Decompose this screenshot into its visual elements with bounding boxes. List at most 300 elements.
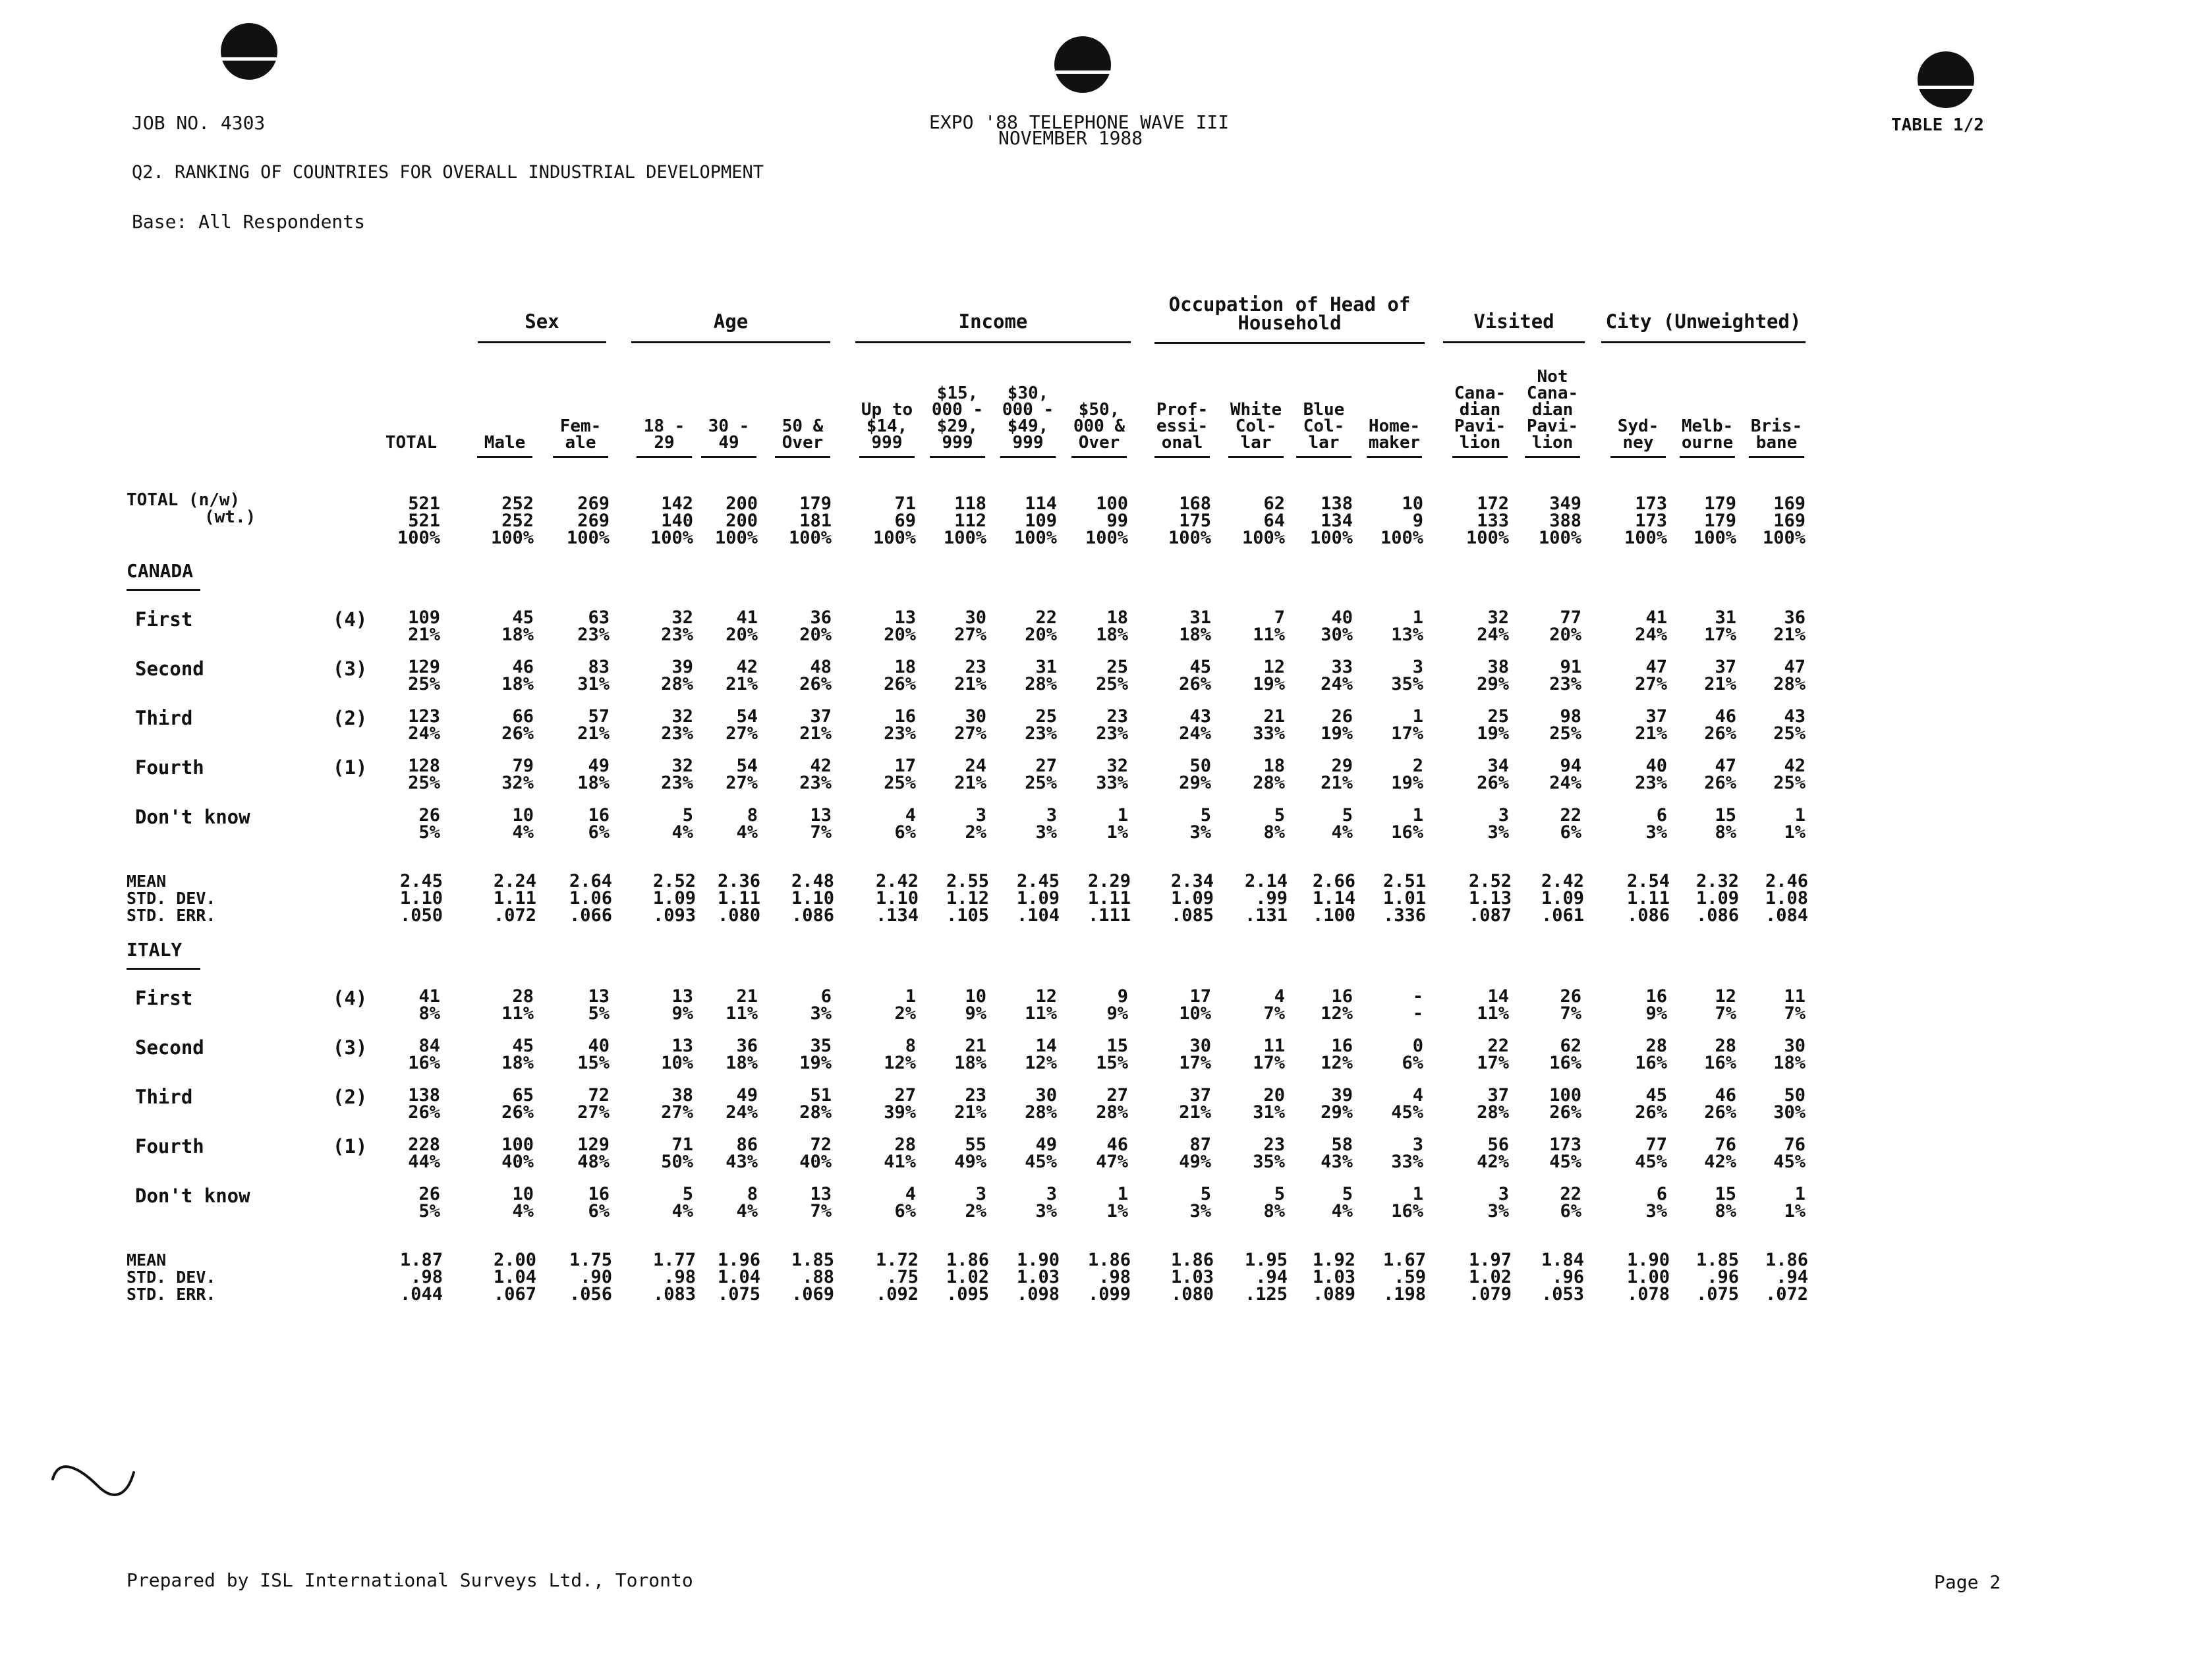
stats-labels: MEAN STD. DEV. STD. ERR. — [127, 872, 216, 925]
data-cell: 72 40% — [799, 1134, 832, 1172]
data-cell: 17 10% — [1179, 986, 1211, 1024]
data-cell: 40 15% — [577, 1036, 610, 1073]
data-cell: 13 7% — [810, 1184, 832, 1221]
stat-cell: 1.77 .98 .083 — [652, 1250, 696, 1304]
data-cell: 3 3% — [1035, 805, 1057, 843]
punch-hole-right — [1918, 51, 1974, 108]
data-cell: 15 8% — [1715, 1184, 1736, 1221]
data-cell: 3 2% — [965, 805, 986, 843]
data-cell: 31 18% — [1179, 607, 1211, 645]
total-cell: 100 99 100% — [1085, 493, 1128, 548]
data-cell: 32 24% — [1477, 607, 1509, 645]
data-cell: 22 20% — [1025, 607, 1057, 645]
data-cell: 42 21% — [726, 657, 758, 694]
data-cell: 49 45% — [1025, 1134, 1057, 1172]
stat-cell: 2.14 .99 .131 — [1244, 871, 1288, 926]
stat-cell: 1.86 1.02 .095 — [946, 1250, 989, 1304]
data-cell: 1 16% — [1391, 805, 1423, 843]
data-cell: 36 20% — [799, 607, 832, 645]
data-cell: 77 20% — [1549, 607, 1581, 645]
data-cell: 6 3% — [1645, 805, 1667, 843]
stat-cell: 1.85 .88 .069 — [791, 1250, 834, 1304]
data-cell: 15 15% — [1096, 1036, 1128, 1073]
data-cell: 45 18% — [501, 607, 534, 645]
data-cell: 25 19% — [1477, 706, 1509, 744]
data-cell: 43 25% — [1773, 706, 1806, 744]
data-cell: 13 20% — [884, 607, 916, 645]
data-cell: 58 43% — [1321, 1134, 1353, 1172]
stat-cell: 1.67 .59 .198 — [1382, 1250, 1426, 1304]
stat-cell: 2.46 1.08 .084 — [1765, 871, 1808, 926]
data-cell: 30 27% — [954, 706, 986, 744]
data-cell: 46 47% — [1096, 1134, 1128, 1172]
table-number: TABLE 1/2 — [1891, 115, 1984, 135]
group-visited: Visited — [1443, 312, 1585, 334]
data-cell: 76 42% — [1704, 1134, 1736, 1172]
data-cell: 1 1% — [1784, 805, 1806, 843]
data-cell: 30 27% — [954, 607, 986, 645]
data-cell: 45 26% — [1635, 1085, 1667, 1123]
group-income: Income — [855, 312, 1131, 334]
total-cell: 142 140 100% — [650, 493, 693, 548]
data-cell: 4 7% — [1263, 986, 1285, 1024]
data-cell: 15 8% — [1715, 805, 1736, 843]
row-label: Fourth — [135, 756, 204, 779]
data-cell: 17 25% — [884, 756, 916, 793]
stat-cell: 2.52 1.13 .087 — [1468, 871, 1512, 926]
data-cell: 1 2% — [894, 986, 916, 1024]
data-cell: 13 9% — [671, 986, 693, 1024]
prepared-by: Prepared by ISL International Surveys Ltd., Toronto — [127, 1569, 693, 1591]
data-cell: 5 8% — [1263, 1184, 1285, 1221]
stat-cell: 1.87 .98 .044 — [399, 1250, 443, 1304]
data-cell: 18 26% — [884, 657, 916, 694]
row-weight: (3) — [333, 658, 368, 680]
column-header-14: Cana- dian Pavi- lion — [1444, 366, 1516, 451]
row-label: Fourth — [135, 1135, 204, 1158]
data-cell: 62 16% — [1549, 1036, 1581, 1073]
data-cell: 5 3% — [1189, 805, 1211, 843]
column-header-6: Up to $14, 999 — [851, 366, 923, 451]
data-cell: 43 24% — [1179, 706, 1211, 744]
data-cell: 21 18% — [954, 1036, 986, 1073]
data-cell: 37 28% — [1477, 1085, 1509, 1123]
data-cell: 4 6% — [894, 805, 916, 843]
data-cell: 228 44% — [408, 1134, 440, 1172]
data-cell: 36 18% — [726, 1036, 758, 1073]
data-cell: 46 26% — [1704, 706, 1736, 744]
data-cell: 33 24% — [1321, 657, 1353, 694]
data-cell: 31 28% — [1025, 657, 1057, 694]
data-cell: 10 4% — [512, 805, 534, 843]
column-header-2: Fem- ale — [545, 366, 616, 451]
data-cell: 65 26% — [501, 1085, 534, 1123]
total-cell: 179 181 100% — [788, 493, 832, 548]
column-header-8: $30, 000 - $49, 999 — [992, 366, 1064, 451]
stat-cell: 1.90 1.03 .098 — [1016, 1250, 1060, 1304]
stats-labels: MEAN STD. DEV. STD. ERR. — [127, 1250, 216, 1304]
data-cell: 40 23% — [1635, 756, 1667, 793]
data-cell: 98 25% — [1549, 706, 1581, 744]
data-cell: 13 10% — [661, 1036, 693, 1073]
stat-cell: 2.45 1.09 .104 — [1016, 871, 1060, 926]
data-cell: 11 17% — [1253, 1036, 1285, 1073]
stat-cell: 2.64 1.06 .066 — [569, 871, 612, 926]
data-cell: 21 11% — [726, 986, 758, 1024]
data-cell: 23 35% — [1253, 1134, 1285, 1172]
data-cell: 94 24% — [1549, 756, 1581, 793]
data-cell: 18 18% — [1096, 607, 1128, 645]
data-cell: 16 12% — [1321, 986, 1353, 1024]
data-cell: 21 33% — [1253, 706, 1285, 744]
data-cell: 56 42% — [1477, 1134, 1509, 1172]
data-cell: 11 7% — [1784, 986, 1806, 1024]
stat-cell: 1.85 .96 .075 — [1695, 1250, 1739, 1304]
column-header-9: $50, 000 & Over — [1064, 366, 1135, 451]
data-cell: 23 21% — [954, 657, 986, 694]
data-cell: 46 18% — [501, 657, 534, 694]
data-cell: 27 39% — [884, 1085, 916, 1123]
total-cell: 179 179 100% — [1693, 493, 1736, 548]
row-weight: (2) — [333, 707, 368, 729]
data-cell: 5 4% — [671, 805, 693, 843]
data-cell: 37 21% — [1704, 657, 1736, 694]
data-cell: 1 16% — [1391, 1184, 1423, 1221]
data-cell: 129 48% — [577, 1134, 610, 1172]
row-label: Second — [135, 658, 204, 680]
data-cell: 39 28% — [661, 657, 693, 694]
column-header-3: 18 - 29 — [629, 366, 700, 451]
handwritten-mark — [45, 1449, 150, 1522]
data-cell: 24 21% — [954, 756, 986, 793]
stat-cell: 2.36 1.11 .080 — [717, 871, 760, 926]
row-label: First — [135, 608, 193, 630]
data-cell: 5 3% — [1189, 1184, 1211, 1221]
total-cell: 349 388 100% — [1538, 493, 1581, 548]
data-cell: 79 32% — [501, 756, 534, 793]
column-header-18: Bris- bane — [1741, 366, 1812, 451]
data-cell: 47 27% — [1635, 657, 1667, 694]
data-cell: 8 4% — [736, 1184, 758, 1221]
stat-cell: 2.32 1.09 .086 — [1695, 871, 1739, 926]
data-cell: 30 28% — [1025, 1085, 1057, 1123]
column-header-15: Not Cana- dian Pavi- lion — [1517, 366, 1588, 451]
section-heading: ITALY — [127, 939, 182, 961]
data-cell: 40 30% — [1321, 607, 1353, 645]
data-cell: 32 23% — [661, 706, 693, 744]
data-cell: 1 1% — [1106, 805, 1128, 843]
data-cell: 18 28% — [1253, 756, 1285, 793]
total-cell: 252 252 100% — [490, 493, 534, 548]
total-cell: 521 521 100% — [397, 493, 440, 548]
stat-cell: 1.75 .90 .056 — [569, 1250, 612, 1304]
data-cell: 1 13% — [1391, 607, 1423, 645]
data-cell: 3 3% — [1487, 1184, 1509, 1221]
data-cell: 16 9% — [1645, 986, 1667, 1024]
data-cell: 32 33% — [1096, 756, 1128, 793]
data-cell: 4 6% — [894, 1184, 916, 1221]
total-cell: 118 112 100% — [943, 493, 986, 548]
data-cell: 1 1% — [1784, 1184, 1806, 1221]
data-cell: 100 26% — [1549, 1085, 1581, 1123]
column-header-5: 50 & Over — [767, 366, 838, 451]
base-note: Base: All Respondents — [132, 211, 366, 233]
data-cell: 41 24% — [1635, 607, 1667, 645]
data-cell: 4 45% — [1391, 1085, 1423, 1123]
data-cell: 8 4% — [736, 805, 758, 843]
stat-cell: 1.97 1.02 .079 — [1468, 1250, 1512, 1304]
punch-hole-left — [221, 23, 277, 80]
data-cell: 54 27% — [726, 756, 758, 793]
data-cell: 54 27% — [726, 706, 758, 744]
stat-cell: 2.54 1.11 .086 — [1626, 871, 1670, 926]
data-cell: 5 8% — [1263, 805, 1285, 843]
data-cell: 72 27% — [577, 1085, 610, 1123]
column-header-11: White Col- lar — [1220, 366, 1292, 451]
group-age: Age — [631, 312, 830, 334]
data-cell: 14 12% — [1025, 1036, 1057, 1073]
data-cell: 71 50% — [661, 1134, 693, 1172]
data-cell: 41 20% — [726, 607, 758, 645]
column-header-4: 30 - 49 — [693, 366, 764, 451]
data-cell: 50 30% — [1773, 1085, 1806, 1123]
stat-cell: 1.86 .94 .072 — [1765, 1250, 1808, 1304]
column-header-7: $15, 000 - $29, 999 — [922, 366, 993, 451]
stat-cell: 1.95 .94 .125 — [1244, 1250, 1288, 1304]
total-cell: 168 175 100% — [1168, 493, 1211, 548]
data-cell: 16 23% — [884, 706, 916, 744]
data-cell: 12 11% — [1025, 986, 1057, 1024]
data-cell: 123 24% — [408, 706, 440, 744]
stat-cell: 1.86 .98 .099 — [1087, 1250, 1131, 1304]
data-cell: 173 45% — [1549, 1134, 1581, 1172]
section-heading: CANADA — [127, 560, 193, 582]
data-cell: 66 26% — [501, 706, 534, 744]
stat-cell: 2.00 1.04 .067 — [493, 1250, 536, 1304]
report-title: EXPO '88 TELEPHONE WAVE III — [929, 111, 1230, 133]
stat-cell: 1.92 1.03 .089 — [1312, 1250, 1355, 1304]
data-cell: 37 21% — [799, 706, 832, 744]
data-cell: 39 29% — [1321, 1085, 1353, 1123]
stat-cell: 2.55 1.12 .105 — [946, 871, 989, 926]
stat-cell: 2.48 1.10 .086 — [791, 871, 834, 926]
data-cell: 27 25% — [1025, 756, 1057, 793]
row-label: Second — [135, 1036, 204, 1059]
data-cell: 45 26% — [1179, 657, 1211, 694]
stat-cell: 1.96 1.04 .075 — [717, 1250, 760, 1304]
data-cell: 5 4% — [1331, 1184, 1353, 1221]
data-cell: 20 31% — [1253, 1085, 1285, 1123]
stat-cell: 1.90 1.00 .078 — [1626, 1250, 1670, 1304]
data-cell: 45 18% — [501, 1036, 534, 1073]
data-cell: 22 6% — [1560, 1184, 1581, 1221]
data-cell: 6 3% — [810, 986, 832, 1024]
data-cell: 55 49% — [954, 1134, 986, 1172]
data-cell: - - — [1412, 986, 1423, 1024]
data-cell: 29 21% — [1321, 756, 1353, 793]
row-label: Third — [135, 707, 193, 729]
data-cell: 83 31% — [577, 657, 610, 694]
data-cell: 26 5% — [418, 805, 440, 843]
stat-cell: 1.86 1.03 .080 — [1170, 1250, 1214, 1304]
data-cell: 46 26% — [1704, 1085, 1736, 1123]
data-cell: 10 9% — [965, 986, 986, 1024]
data-cell: 9 9% — [1106, 986, 1128, 1024]
data-cell: 1 17% — [1391, 706, 1423, 744]
data-cell: 3 3% — [1035, 1184, 1057, 1221]
data-cell: 10 4% — [512, 1184, 534, 1221]
data-cell: 2 19% — [1391, 756, 1423, 793]
total-cell: 173 173 100% — [1624, 493, 1667, 548]
page-number: Page 2 — [1934, 1571, 2001, 1593]
total-cell: 169 169 100% — [1762, 493, 1806, 548]
data-cell: 38 29% — [1477, 657, 1509, 694]
data-cell: 42 23% — [799, 756, 832, 793]
group-city: City (Unweighted) — [1601, 312, 1806, 334]
data-cell: 12 7% — [1715, 986, 1736, 1024]
data-cell: 37 21% — [1635, 706, 1667, 744]
stat-cell: 2.24 1.11 .072 — [493, 871, 536, 926]
data-cell: 22 6% — [1560, 805, 1581, 843]
data-cell: 16 6% — [588, 1184, 610, 1221]
total-cell: 114 109 100% — [1013, 493, 1057, 548]
row-weight: (1) — [333, 756, 368, 779]
total-cell: 200 200 100% — [714, 493, 758, 548]
stat-cell: 2.52 1.09 .093 — [652, 871, 696, 926]
data-cell: 16 6% — [588, 805, 610, 843]
data-cell: 36 21% — [1773, 607, 1806, 645]
data-cell: 26 5% — [418, 1184, 440, 1221]
total-cell: 71 69 100% — [872, 493, 916, 548]
job-number: JOB NO. 4303 — [132, 112, 266, 134]
row-weight: (4) — [333, 608, 368, 630]
total-cell: 62 64 100% — [1241, 493, 1285, 548]
data-cell: 26 7% — [1560, 986, 1581, 1024]
stat-cell: 2.34 1.09 .085 — [1170, 871, 1214, 926]
data-cell: 8 12% — [884, 1036, 916, 1073]
data-cell: 87 49% — [1179, 1134, 1211, 1172]
data-cell: 12 19% — [1253, 657, 1285, 694]
group-sex: Sex — [478, 312, 606, 334]
punch-hole-center — [1054, 36, 1111, 93]
data-cell: 30 18% — [1773, 1036, 1806, 1073]
data-cell: 47 28% — [1773, 657, 1806, 694]
row-weight: (1) — [333, 1135, 368, 1158]
total-cell: 172 133 100% — [1465, 493, 1509, 548]
group-occupation: Occupation of Head of Household — [1154, 295, 1425, 335]
total-cell: 10 9 100% — [1380, 493, 1423, 548]
data-cell: 5 4% — [671, 1184, 693, 1221]
data-cell: 129 25% — [408, 657, 440, 694]
data-cell: 27 28% — [1096, 1085, 1128, 1123]
stat-cell: 1.72 .75 .092 — [875, 1250, 919, 1304]
data-cell: 86 43% — [726, 1134, 758, 1172]
data-cell: 14 11% — [1477, 986, 1509, 1024]
data-cell: 76 45% — [1773, 1134, 1806, 1172]
data-cell: 48 26% — [799, 657, 832, 694]
data-cell: 138 26% — [408, 1085, 440, 1123]
data-cell: 42 25% — [1773, 756, 1806, 793]
data-cell: 28 11% — [501, 986, 534, 1024]
data-cell: 32 23% — [661, 607, 693, 645]
data-cell: 34 26% — [1477, 756, 1509, 793]
row-label: Don't know — [135, 806, 250, 828]
data-cell: 3 33% — [1391, 1134, 1423, 1172]
data-cell: 31 17% — [1704, 607, 1736, 645]
column-header-17: Melb- ourne — [1672, 366, 1743, 451]
data-cell: 26 19% — [1321, 706, 1353, 744]
stat-cell: 1.84 .96 .053 — [1541, 1250, 1584, 1304]
data-cell: 49 24% — [726, 1085, 758, 1123]
row-label: Don't know — [135, 1185, 250, 1207]
data-cell: 47 26% — [1704, 756, 1736, 793]
data-cell: 7 11% — [1253, 607, 1285, 645]
data-cell: 0 6% — [1402, 1036, 1423, 1073]
data-cell: 77 45% — [1635, 1134, 1667, 1172]
row-weight: (3) — [333, 1036, 368, 1059]
data-cell: 128 25% — [408, 756, 440, 793]
row-label: Third — [135, 1086, 193, 1108]
stat-cell: 2.45 1.10 .050 — [399, 871, 443, 926]
column-header-12: Blue Col- lar — [1288, 366, 1359, 451]
data-cell: 3 2% — [965, 1184, 986, 1221]
data-cell: 30 17% — [1179, 1036, 1211, 1073]
total-row-label: TOTAL (n/w) (wt.) — [127, 490, 256, 527]
row-label: First — [135, 987, 193, 1009]
data-cell: 35 19% — [799, 1036, 832, 1073]
question-title: Q2. RANKING OF COUNTRIES FOR OVERALL INDUSTRIAL DEVELOPMENT — [132, 162, 764, 182]
data-cell: 37 21% — [1179, 1085, 1211, 1123]
data-cell: 13 5% — [588, 986, 610, 1024]
data-cell: 1 1% — [1106, 1184, 1128, 1221]
column-header-13: Home- maker — [1359, 366, 1430, 451]
total-cell: 138 134 100% — [1309, 493, 1353, 548]
data-cell: 109 21% — [408, 607, 440, 645]
data-cell: 51 28% — [799, 1085, 832, 1123]
data-cell: 22 17% — [1477, 1036, 1509, 1073]
stat-cell: 2.42 1.10 .134 — [875, 871, 919, 926]
data-cell: 3 35% — [1391, 657, 1423, 694]
data-cell: 38 27% — [661, 1085, 693, 1123]
data-cell: 84 16% — [408, 1036, 440, 1073]
data-cell: 32 23% — [661, 756, 693, 793]
data-cell: 25 23% — [1025, 706, 1057, 744]
column-header-16: Syd- ney — [1603, 366, 1674, 451]
data-cell: 13 7% — [810, 805, 832, 843]
data-cell: 3 3% — [1487, 805, 1509, 843]
data-cell: 100 40% — [501, 1134, 534, 1172]
data-cell: 49 18% — [577, 756, 610, 793]
stat-cell: 2.29 1.11 .111 — [1087, 871, 1131, 926]
data-cell: 28 16% — [1704, 1036, 1736, 1073]
stat-cell: 2.51 1.01 .336 — [1382, 871, 1426, 926]
stat-cell: 2.66 1.14 .100 — [1312, 871, 1355, 926]
stat-cell: 2.42 1.09 .061 — [1541, 871, 1584, 926]
data-cell: 23 23% — [1096, 706, 1128, 744]
data-cell: 25 25% — [1096, 657, 1128, 694]
column-header-0: TOTAL — [385, 433, 438, 453]
row-weight: (4) — [333, 987, 368, 1009]
data-cell: 28 41% — [884, 1134, 916, 1172]
row-weight: (2) — [333, 1086, 368, 1108]
data-cell: 28 16% — [1635, 1036, 1667, 1073]
data-cell: 41 8% — [418, 986, 440, 1024]
report-date: NOVEMBER 1988 — [998, 127, 1143, 149]
data-cell: 6 3% — [1645, 1184, 1667, 1221]
data-cell: 63 23% — [577, 607, 610, 645]
data-cell: 91 23% — [1549, 657, 1581, 694]
data-cell: 50 29% — [1179, 756, 1211, 793]
